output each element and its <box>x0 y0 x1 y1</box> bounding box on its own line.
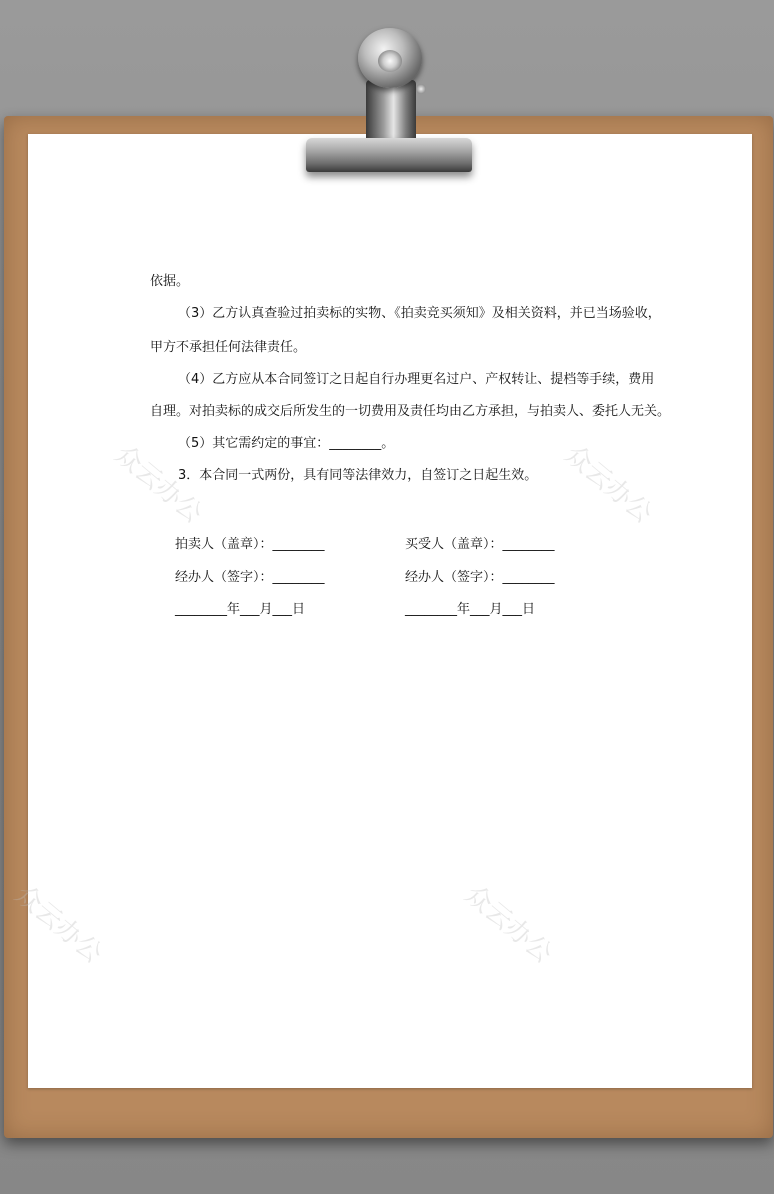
clip-screw <box>416 84 426 94</box>
paragraph-line: 依据。 <box>150 274 190 289</box>
paragraph-line: （5）其它需约定的事宜：________。 <box>178 436 395 451</box>
buyer-handler-line: 经办人（签字）：________ <box>405 570 555 585</box>
paragraph-line: 甲方不承担任何法律责任。 <box>150 340 307 355</box>
paragraph-line: 自理。对拍卖标的成交后所发生的一切费用及责任均由乙方承担，与拍卖人、委托人无关。 <box>150 404 671 419</box>
paper-sheet <box>8 134 752 1088</box>
clip-neck <box>366 80 416 144</box>
auctioneer-handler-line: 经办人（签字）：________ <box>175 570 325 585</box>
watermark: 众云办公 <box>108 439 208 530</box>
buyer-seal-line: 买受人（盖章）：________ <box>405 537 555 552</box>
watermark: 众云办公 <box>558 439 658 530</box>
watermark: 众云办公 <box>8 879 108 970</box>
paragraph-line: （4）乙方应从本合同签订之日起自行办理更名过户、产权转让、提档等手续，费用 <box>178 372 655 387</box>
paragraph-line: 3．本合同一式两份，具有同等法律效力，自签订之日起生效。 <box>178 468 538 483</box>
binder-clip-base <box>306 138 472 172</box>
watermark: 众云办公 <box>458 879 558 970</box>
buyer-date-line: ________年___月___日 <box>405 602 536 617</box>
clip-hole <box>378 50 402 72</box>
paragraph-line: （3）乙方认真查验过拍卖标的实物、《拍卖竞买须知》及相关资料，并已当场验收， <box>178 306 661 321</box>
auctioneer-seal-line: 拍卖人（盖章）：________ <box>175 537 325 552</box>
auctioneer-date-line: ________年___月___日 <box>175 602 306 617</box>
